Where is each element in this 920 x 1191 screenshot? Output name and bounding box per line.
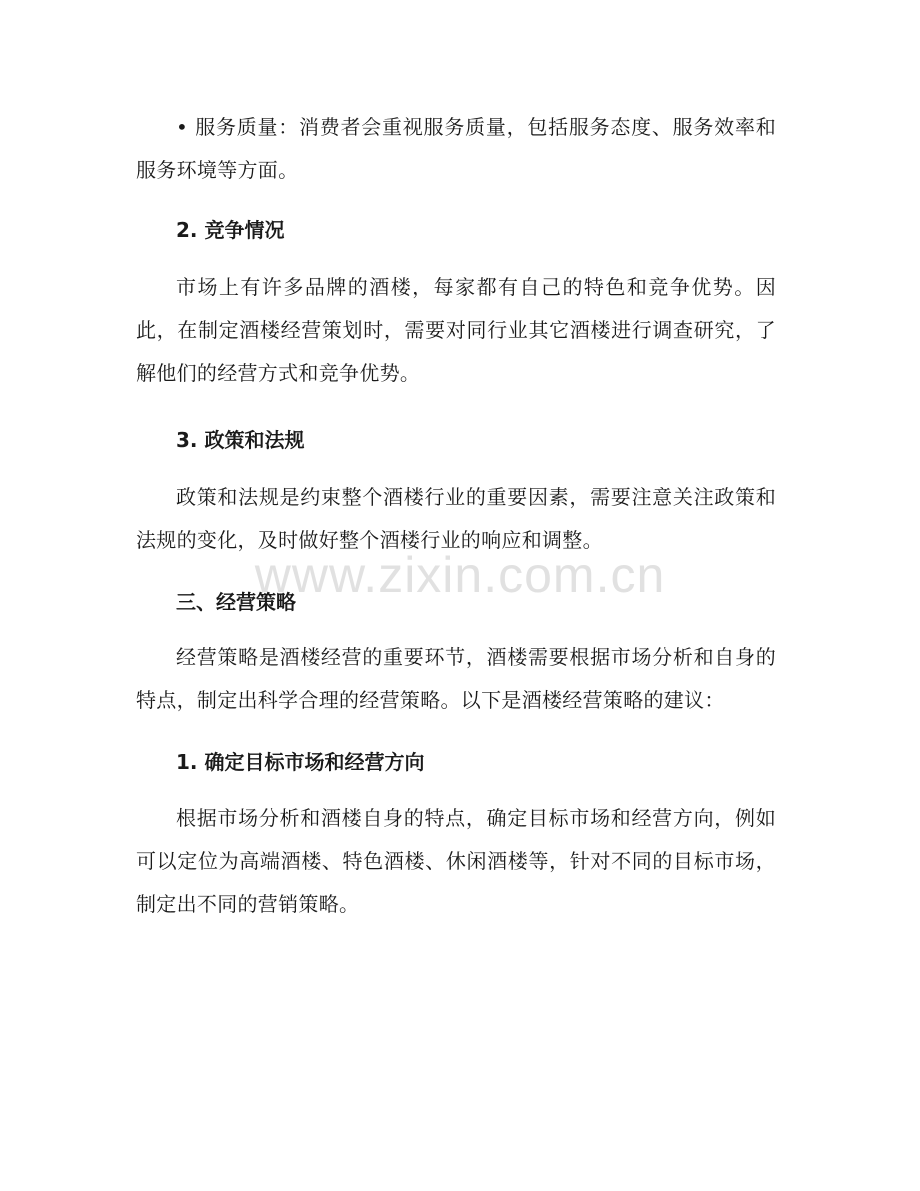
paragraph-strategy: 经营策略是酒楼经营的重要环节，酒楼需要根据市场分析和自身的特点，制定出科学合理的经营策略。以下是酒楼经营策略的建议： (136, 645, 776, 712)
heading-competition: 2. 竞争情况 (176, 218, 285, 242)
heading-target-market: 1. 确定目标市场和经营方向 (176, 750, 425, 774)
watermark: www.zixin.com.cn (254, 547, 666, 603)
heading-strategy: 三、经营策略 (176, 590, 296, 614)
paragraph-competition: 市场上有许多品牌的酒楼，每家都有自己的特色和竞争优势。因此，在制定酒楼经营策划时，需要对同行业其它酒楼进行调查研究，了解他们的经营方式和竞争优势。 (136, 275, 776, 385)
heading-policy: 3. 政策和法规 (176, 428, 305, 452)
paragraph-policy: 政策和法规是约束整个酒楼行业的重要因素，需要注意关注政策和法规的变化，及时做好整个酒楼行业的响应和调整。 (136, 485, 776, 552)
paragraph-service-quality: • 服务质量：消费者会重视服务质量，包括服务态度、服务效率和服务环境等方面。 (136, 115, 776, 182)
paragraph-target-market: 根据市场分析和酒楼自身的特点，确定目标市场和经营方向，例如可以定位为高端酒楼、特色酒楼、休闲酒楼等，针对不同的目标市场，制定出不同的营销策略。 (136, 806, 776, 916)
